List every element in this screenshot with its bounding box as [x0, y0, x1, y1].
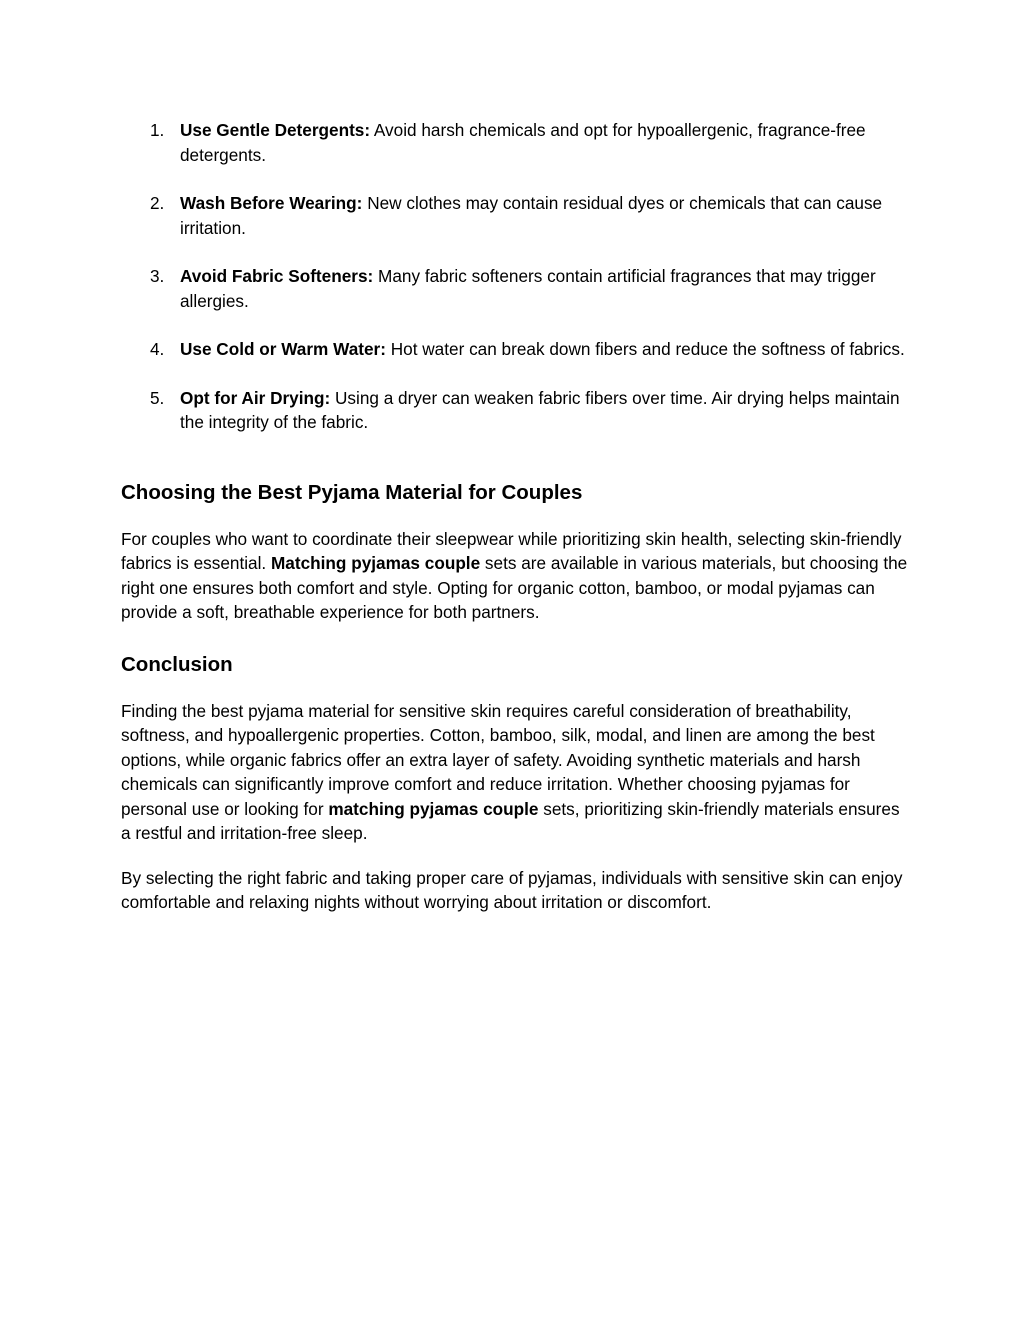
document-page [121, 118, 911, 935]
couples-paragraph [121, 527, 911, 625]
list-item [121, 264, 911, 313]
list-item-text: Avoid harsh chemicals and opt for hypoallergenic, fragrance-free detergents. [180, 120, 866, 165]
list-item-number: 4. [150, 339, 165, 359]
list-item-number: 2. [150, 193, 165, 213]
list-item [121, 386, 911, 435]
conclusion-paragraph-1-bold: matching pyjamas couple [328, 798, 539, 819]
conclusion-paragraph-2: By selecting the right fabric and taking proper care of pyjamas, individuals with sensitive skin can enjoy comfortable and relaxing nights without worrying about irritation or discomfort. [121, 867, 903, 912]
conclusion-heading: Conclusion [121, 652, 233, 676]
list-item [121, 191, 911, 240]
list-item-number: 5. [150, 387, 165, 408]
list-item-number: 1. [150, 120, 165, 140]
couples-paragraph-text-end: sets are available in various materials, but choosing the right one ensures both comfort and style. Opting for organic cotton, bamboo, or modal pyjamas can provide a soft, breathable experience for both partners. [121, 553, 908, 622]
care-tips-list [121, 118, 911, 435]
list-item-text: Using a dryer can weaken fabric fibers over time. Air drying helps maintain the integrity of the fabric. [180, 387, 900, 432]
list-item-title: Opt for Air Drying: [180, 387, 331, 408]
conclusion-paragraph-1-text-start: Finding the best pyjama material for sensitive skin requires careful consideration of breathability, softness, and hypoallergenic properties. Cotton, bamboo, silk, modal, and linen are among the best options, while organic fabrics offer an extra layer of safety. Avoiding synthetic materials and harsh chemicals can significantly improve comfort and reduce irritation. Whether choosing pyjamas for personal use or looking for [121, 700, 875, 819]
list-item-title: Wash Before Wearing: [180, 193, 363, 213]
couples-paragraph-bold: Matching pyjamas couple [270, 553, 481, 573]
list-item-title: Use Gentle Detergents: [180, 120, 371, 140]
couples-section-heading: Choosing the Best Pyjama Material for Couples [121, 480, 583, 504]
list-item [121, 337, 911, 362]
list-item-title: Avoid Fabric Softeners: [180, 266, 374, 286]
list-item-number: 3. [150, 266, 165, 286]
list-item-title: Use Cold or Warm Water: [180, 339, 386, 359]
list-item-text: Many fabric softeners contain artificial fragrances that may trigger allergies. [180, 266, 876, 311]
list-item-text: Hot water can break down fibers and reduce the softness of fabrics. [385, 339, 905, 359]
couples-paragraph-text-start: For couples who want to coordinate their sleepwear while prioritizing skin health, selecting skin-friendly fabrics is essential. [121, 528, 902, 573]
conclusion-paragraph-1-text-end: sets, prioritizing skin-friendly materials ensures a restful and irritation-free sleep. [121, 798, 900, 843]
list-item-text: New clothes may contain residual dyes or chemicals that can cause irritation. [180, 193, 883, 238]
list-item [121, 118, 911, 167]
conclusion-paragraph-1 [121, 699, 911, 846]
